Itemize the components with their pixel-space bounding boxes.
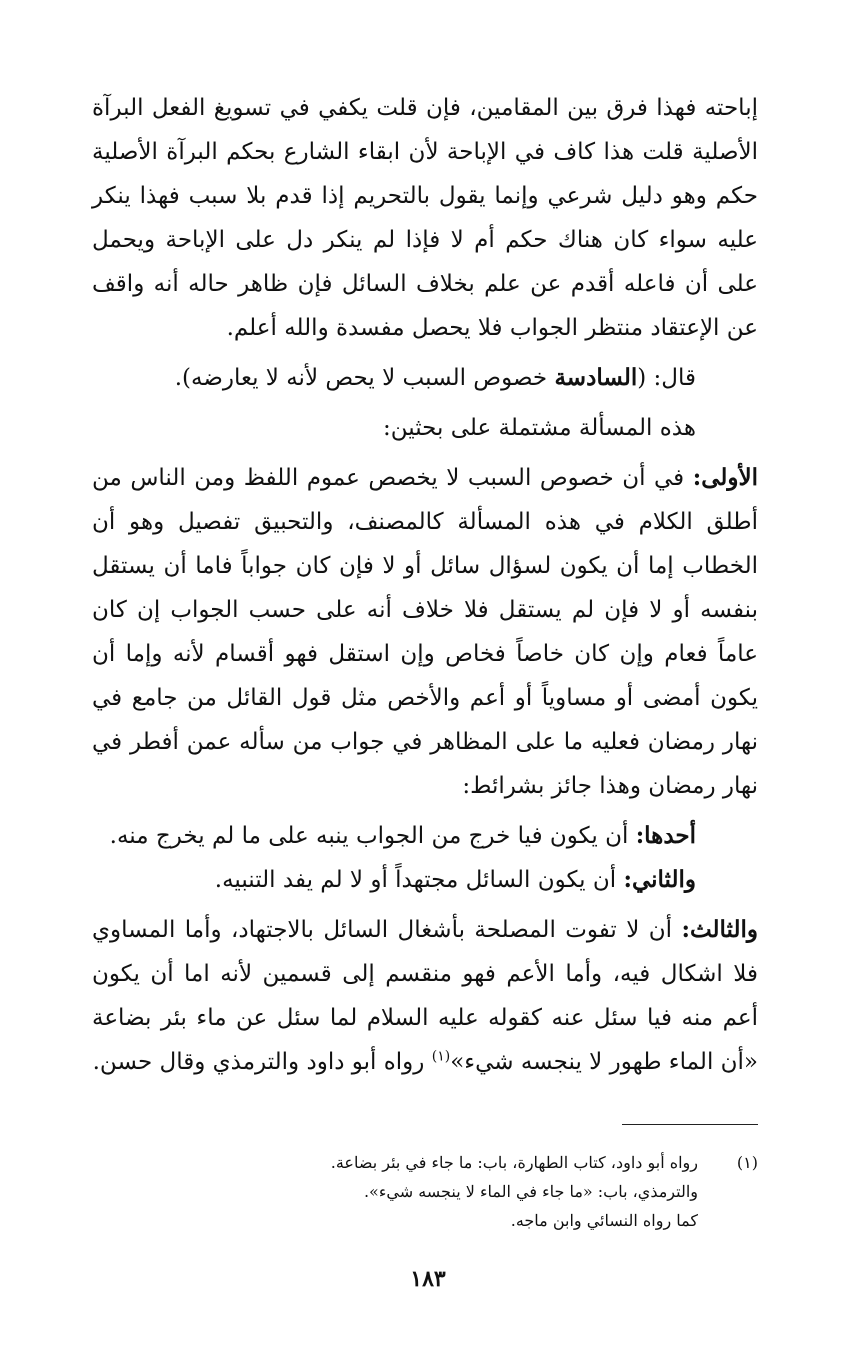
paragraph-2-quote xyxy=(92,356,758,400)
main-text xyxy=(92,86,758,1084)
p7-lead: والثالث: xyxy=(681,916,758,943)
paragraph-3: هذه المسألة مشتملة على بحثين: xyxy=(383,415,696,441)
quote-heading: السادسة xyxy=(554,364,638,391)
p6-text: أن يكون السائل مجتهداً أو لا لم يفد التنبيه. xyxy=(214,867,624,893)
footnotes xyxy=(92,1148,758,1235)
footnote-ref: (١) xyxy=(431,1048,451,1065)
p1-line-2: قلت هذا كاف في الإباحة لأن ابقاء الشارع بحكم البرآة الأصلية حكم وهو xyxy=(92,139,759,209)
p4-text: في أن خصوص السبب لا يخصص عموم اللفظ ومن الناس من أطلق الكلام في هذه المسألة كالمصنف، والتحبيق تفصيل وهو أن الخطاب إما أن يكون لسؤال سائل أو لا فإن كان جواباً فاما أن يستقل بنفسه أو لا فإن لم يستقل فلا خلاف أنه على حسب الجواب إن كان عاماً فعام وإن كان خاصاً فخاص وإن استقل فهو أقسام لأنه وإما أن يكون أمضى أو مساوياً أو أعم والأخص مثل قول القائل من جامع في نهار رمضان فعليه ما على المظاهر في جواب من سأله عمن أفطر في نهار رمضان وهذا جائز بشرائط: xyxy=(92,465,758,799)
paragraph-4 xyxy=(92,456,758,808)
paragraph-1 xyxy=(92,86,758,350)
p6-lead: والثاني: xyxy=(623,866,696,893)
footnote-number: (١) xyxy=(736,1153,758,1172)
paragraph-6 xyxy=(92,858,758,902)
footnote-line-2: والترمذي، باب: «ما جاء في الماء لا ينجسه شيء». xyxy=(363,1182,698,1201)
paragraph-5 xyxy=(92,814,758,858)
footnote-line-3: كما رواه النسائي وابن ماجه. xyxy=(510,1211,698,1230)
quote-text: خصوص السبب لا يحص لأنه لا يعارضه). xyxy=(174,365,555,391)
quote-prefix: قال: ( xyxy=(637,365,696,391)
p1-line-3: دليل شرعي وإنما يقول بالتحريم إذا قدم بلا سبب فهذا ينكر عليه سواء كان xyxy=(92,183,758,253)
paragraph-7 xyxy=(92,908,758,1084)
p7-tail: رواه أبو داود والترمذي وقال حسن. xyxy=(92,1049,432,1075)
p7-text: أن لا تفوت المصلحة بأشغال السائل بالاجتهاد، وأما المساوي فلا اشكال فيه، وأما الأعم فهو منقسم إلى قسمين لأنه اما أن يكون أعم منه فيا سئل عنه كقوله عليه السلام لما سئل عن ماء بئر بضاعة «أن الماء طهور لا ينجسه شيء» xyxy=(92,917,758,1075)
footnote-divider xyxy=(622,1124,758,1125)
footnote-1 xyxy=(92,1148,758,1177)
p1-line-1: إباحته فهذا فرق بين المقامين، فإن قلت يكفي في تسويغ الفعل البرآة الأصلية xyxy=(92,95,758,165)
footnote-line-1: رواه أبو داود، كتاب الطهارة، باب: ما جاء في بئر بضاعة. xyxy=(330,1153,698,1172)
page-number: ١٨٣ xyxy=(410,1266,446,1292)
p5-text: أن يكون فيا خرج من الجواب ينبه على ما لم يخرج منه. xyxy=(109,823,636,849)
p1-line-6: يحصل مفسدة والله أعلم. xyxy=(226,315,471,341)
p1-line-4: هناك حكم أم لا فإذا لم ينكر دل على الإباحة ويحمل على أن فاعله أقدم عن xyxy=(92,227,759,297)
p5-lead: أحدها: xyxy=(635,822,696,849)
p4-lead: الأولى: xyxy=(692,464,758,491)
p1-line-5: علم بخلاف السائل فإن ظاهر حاله أنه واقف عن الإعتقاد منتظر الجواب فلا xyxy=(92,271,758,341)
